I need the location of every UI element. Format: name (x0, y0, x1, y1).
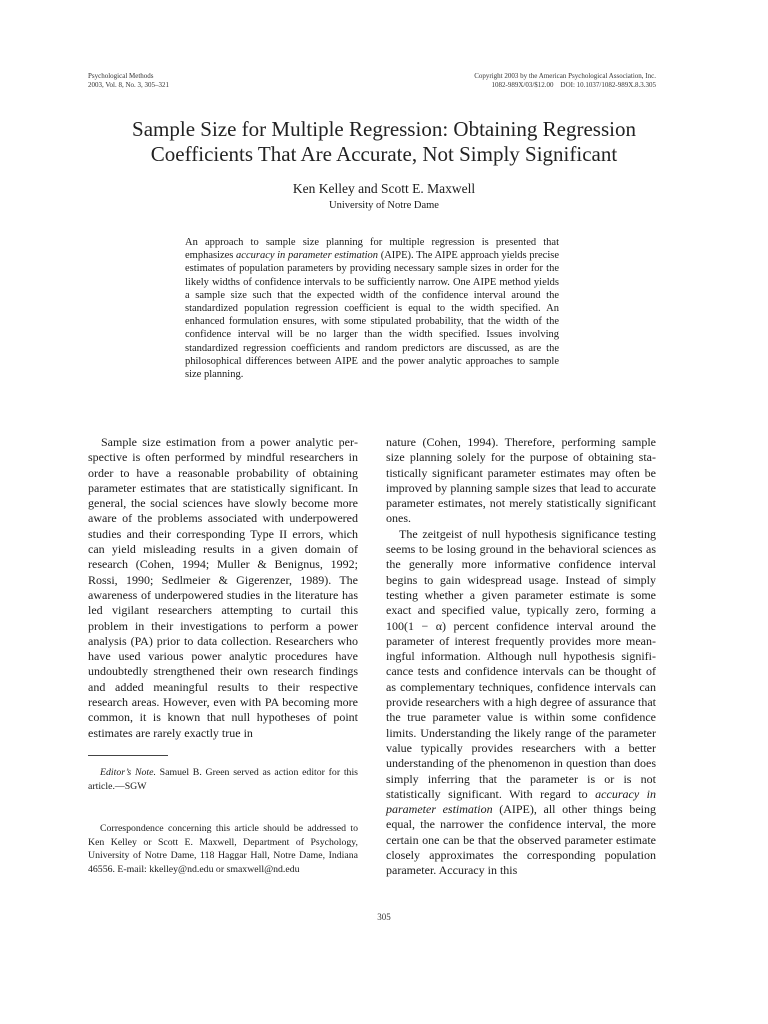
paragraph-text-1: The zeitgeist of null hypothesis significance testing seems to be losing ground in the behavioral sciences as the generally more informative confidence interval begins to gain widespread usage. Instead of simply testing whether a given parameter estimate is some exact and specified value, typically zero, forming a 100(1 − α) percent confidence interval around the parameter of interest frequently provides more meaningful information. Although null hypothesis significance tests and confidence intervals can be thought of as complementary techniques, confidence intervals can provide researchers with a high degree of assurance that the true parameter value is within some confidence limits. Understanding the likely range of the parameter value typically provides researchers with a better understanding of the phenomenon in question than does simply inferring that the parameter is or is not statistically significant. With regard to (386, 526, 656, 801)
paragraph (386, 527, 656, 879)
editor-note-text: Samuel B. Green served as action editor for this article.—SGW (88, 767, 358, 792)
page-number: 305 (377, 912, 391, 922)
copyright-notice: Copyright 2003 by the American Psychological Association, Inc. (474, 72, 656, 80)
correspondence-text: Correspondence concerning this article should be addressed to Ken Kelley or Scott E. Maxwell, Department of Psychology, University of Notre Dame, 118 Haggar Hall, Notre Dame, Indiana 46556. E-mail: kkelley@nd.edu or smaxwell@nd.edu (88, 823, 358, 875)
running-head-left (88, 72, 308, 90)
abstract-emphasis: accuracy in parameter estimation (236, 250, 379, 262)
paragraph: nature (Cohen, 1994). Therefore, performing sample size planning solely for the purpose of obtaining statistically significant parameter estimates may often be improved by planning sample sizes that lead to accurate parameter estimates, not merely statistically significant ones. (386, 435, 656, 526)
correspondence-note (88, 822, 358, 876)
paragraph-emphasis: accuracy in parameter estimation (386, 786, 656, 817)
footnote-divider (88, 755, 168, 756)
body-column-left (88, 435, 358, 741)
running-head-right (336, 72, 656, 90)
paragraph: Sample size estimation from a power analytic perspective is often performed by mindful researchers in order to have a reasonable probability of obtaining parameter estimates that are statistically significant. In general, the social sciences have slowly become more aware of the problems associated with underpowered studies and their corresponding Type II errors, which can yield misleading results in a given domain of research (Cohen, 1994; Muller & Benignus, 1992; Rossi, 1990; Sedlmeier & Gigerenzer, 1989). The awareness of underpowered studies in the literature has led vigilant researchers attempting to curtail this problem in their investigations to perform a power analysis (PA) prior to data collection. Researchers who have used various power analytic procedures have undoubtedly strengthened their own research findings and added meaningful results to their respective research areas. However, even with PA becoming more common, it is known that null hypotheses of point estimates are rarely exactly true in (88, 435, 358, 740)
editor-note-label: Editor’s Note. (100, 767, 156, 778)
affiliation: University of Notre Dame (329, 200, 439, 211)
title-line-1: Sample Size for Multiple Regression: Obtaining Regression (132, 117, 636, 141)
body-column-right (386, 435, 656, 879)
abstract-text-1: An approach to sample size planning for multiple regression is presented that emphasizes (185, 237, 559, 262)
abstract-text-2: (AIPE). The AIPE approach yields precise estimates of population parameters by providing necessary sample sizes in order for the likely widths of confidence intervals to be sufficiently narrow. One AIPE method yields a sample size such that the expected width of the confidence interval around the standardized population regression coefficient is equal to the width specified. An enhanced formulation ensures, with some stipulated probability, that the width of the confidence interval will be no larger than the width specified. Issues involving standardized regression coefficients and random predictors are discussed, as are the philosophical differences between AIPE and the power analytic approaches to sample size planning. (185, 250, 559, 381)
issn-doi: 1082-989X/03/$12.00 DOI: 10.1037/1082-989X.8.3.305 (491, 81, 656, 89)
editor-note (88, 766, 358, 793)
article-title (70, 117, 698, 167)
journal-name: Psychological Methods (88, 72, 154, 80)
abstract (185, 236, 559, 381)
journal-citation: 2003, Vol. 8, No. 3, 305–321 (88, 81, 170, 89)
paragraph-text-2: (AIPE), all other things being equal, the narrower the confidence interval, the more certain one can be that the observed parameter estimate closely approximates the corresponding population parameter. Accuracy in this (386, 802, 656, 878)
authors: Ken Kelley and Scott E. Maxwell (292, 181, 476, 196)
title-line-2: Coefficients That Are Accurate, Not Simply Significant (150, 142, 618, 166)
